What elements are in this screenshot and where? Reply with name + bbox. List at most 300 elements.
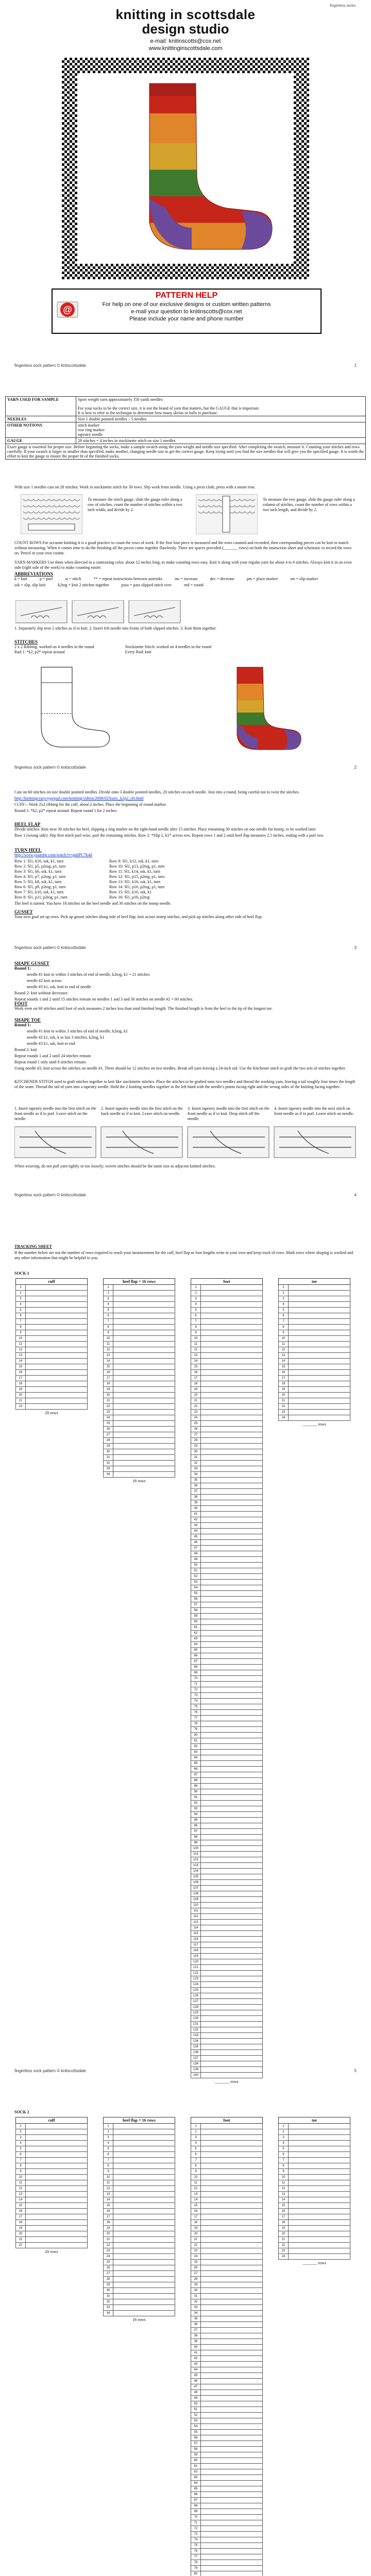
tracker-cell[interactable] (15, 2180, 88, 2186)
tracker-cell[interactable] (191, 2214, 263, 2220)
tracker-cell[interactable] (191, 1704, 263, 1710)
website-line[interactable]: www.knittinginscottsdale.com (148, 45, 223, 52)
tracker-cell[interactable] (15, 1319, 88, 1325)
tracker-cell[interactable] (191, 2192, 263, 2197)
tracker-cell[interactable] (191, 1846, 263, 1852)
tracker-cell[interactable] (278, 2203, 350, 2209)
tracker-cell[interactable] (191, 2560, 263, 2566)
tracker-cell[interactable] (191, 1874, 263, 1880)
tracker-cell[interactable] (103, 1330, 175, 1336)
tracker-cell[interactable] (191, 2475, 263, 2481)
tracker-cell[interactable] (191, 1444, 263, 1449)
tracker-cell[interactable] (191, 2390, 263, 2396)
tracker-cell[interactable] (191, 1971, 263, 1976)
tracker-cell[interactable] (191, 1540, 263, 1546)
tracker-cell[interactable] (191, 2294, 263, 2299)
tracker-cell[interactable] (191, 2537, 263, 2543)
tracker-cell[interactable] (191, 1608, 263, 1614)
tracker-cell[interactable] (191, 1387, 263, 1393)
tracker-cell[interactable] (191, 1546, 263, 1551)
tracker-cell[interactable] (278, 2243, 350, 2248)
tracker-cell[interactable] (103, 1398, 175, 1404)
tracker-cell[interactable] (103, 2231, 175, 2237)
tracker-cell[interactable] (191, 2379, 263, 2384)
tracker-cell[interactable] (191, 2039, 263, 2044)
tracker-cell[interactable] (103, 2271, 175, 2277)
tracker-cell[interactable] (191, 1982, 263, 1988)
tracker-cell[interactable] (191, 2362, 263, 2367)
tracker-cell[interactable] (191, 2458, 263, 2464)
tracker-cell[interactable] (15, 2231, 88, 2237)
tracker-cell[interactable] (15, 1336, 88, 1342)
tracker-cell[interactable] (103, 1308, 175, 1313)
tracker-cell[interactable] (191, 2271, 263, 2277)
tracker-cell[interactable] (15, 2220, 88, 2226)
tracker-cell[interactable] (278, 2192, 350, 2197)
tracker-cell[interactable] (15, 1313, 88, 1319)
tracker-cell[interactable] (191, 1370, 263, 1376)
tracker-cell[interactable] (191, 2430, 263, 2435)
tracker-cell[interactable] (191, 2554, 263, 2560)
tracker-cell[interactable] (191, 2549, 263, 2554)
tracker-cell[interactable] (103, 1370, 175, 1376)
tracker-cell[interactable] (278, 1319, 350, 1325)
tracker-cell[interactable] (15, 1370, 88, 1376)
tracker-cell[interactable] (278, 2248, 350, 2254)
tracker-cell[interactable] (191, 1631, 263, 1636)
tracker-cell[interactable] (191, 2322, 263, 2328)
tracker-cell[interactable] (103, 2288, 175, 2294)
tracker-cell[interactable] (191, 2311, 263, 2316)
tracker-cell[interactable] (191, 1489, 263, 1495)
tracker-cell[interactable] (191, 2016, 263, 2022)
tracker-cell[interactable] (191, 1716, 263, 1721)
tracker-cell[interactable] (191, 1614, 263, 1619)
tracker-cell[interactable] (15, 2214, 88, 2220)
tracker-cell[interactable] (15, 2124, 88, 2129)
tracker-cell[interactable] (191, 1886, 263, 1891)
tracker-cell[interactable] (103, 2220, 175, 2226)
tracker-cell[interactable] (278, 2237, 350, 2243)
tracker-cell[interactable] (191, 2532, 263, 2537)
tracker-cell[interactable] (278, 1313, 350, 1319)
tracker-cell[interactable] (191, 1914, 263, 1920)
tracker-cell[interactable] (103, 1381, 175, 1387)
tracker-cell[interactable] (15, 1347, 88, 1353)
tracker-cell[interactable] (191, 1438, 263, 1444)
tracker-cell[interactable] (191, 2158, 263, 2163)
tracker-cell[interactable] (103, 1461, 175, 1466)
tracker-cell[interactable] (103, 1449, 175, 1455)
tracker-cell[interactable] (191, 1727, 263, 1733)
tracker-cell[interactable] (278, 1410, 350, 1415)
tracker-cell[interactable] (278, 1353, 350, 1359)
tracker-cell[interactable] (103, 2124, 175, 2129)
tracker-cell[interactable] (103, 2214, 175, 2220)
tracker-cell[interactable] (15, 1302, 88, 1308)
tracker-cell[interactable] (191, 1461, 263, 1466)
tracker-cell[interactable] (103, 1427, 175, 1432)
tracker-cell[interactable] (191, 1920, 263, 1925)
tracker-cell[interactable] (191, 1812, 263, 1818)
tracker-cell[interactable] (15, 2141, 88, 2146)
tracker-cell[interactable] (191, 1648, 263, 1653)
tracker-cell[interactable] (278, 1325, 350, 1330)
tracker-cell[interactable] (191, 1415, 263, 1421)
tracker-cell[interactable] (103, 2163, 175, 2169)
tracker-cell[interactable] (103, 2311, 175, 2316)
tracker-cell[interactable] (15, 1353, 88, 1359)
tracker-cell[interactable] (191, 2254, 263, 2260)
tracker-cell[interactable] (103, 1444, 175, 1449)
tracker-cell[interactable] (191, 1336, 263, 1342)
tracker-cell[interactable] (191, 2328, 263, 2333)
tracker-cell[interactable] (278, 1308, 350, 1313)
tracker-cell[interactable] (191, 2033, 263, 2039)
tracker-cell[interactable] (191, 1574, 263, 1580)
tracker-cell[interactable] (191, 1710, 263, 1716)
tracker-cell[interactable] (191, 2469, 263, 2475)
tracker-cell[interactable] (103, 1342, 175, 1347)
tracker-cell[interactable] (191, 1699, 263, 1704)
tracker-cell[interactable] (191, 2339, 263, 2345)
tracker-cell[interactable] (191, 1478, 263, 1483)
tracker-cell[interactable] (278, 2180, 350, 2186)
tracker-cell[interactable] (103, 1313, 175, 1319)
tracker-cell[interactable] (15, 1342, 88, 1347)
tracker-cell[interactable] (278, 2163, 350, 2169)
tracker-cell[interactable] (191, 1795, 263, 1801)
tracker-cell[interactable] (191, 1789, 263, 1795)
tracker-cell[interactable] (191, 1398, 263, 1404)
tracker-cell[interactable] (278, 1381, 350, 1387)
tracker-cell[interactable] (191, 1296, 263, 1302)
tracker-cell[interactable] (191, 2135, 263, 2141)
tracker-cell[interactable] (191, 1512, 263, 1517)
tracker-cell[interactable] (191, 2526, 263, 2532)
tracker-cell[interactable] (15, 2186, 88, 2192)
tracker-cell[interactable] (191, 1670, 263, 1676)
tracker-cell[interactable] (278, 2175, 350, 2180)
tracker-cell[interactable] (278, 1415, 350, 1421)
tracker-cell[interactable] (191, 2056, 263, 2061)
tracker-cell[interactable] (103, 1325, 175, 1330)
tracker-cell[interactable] (15, 1393, 88, 1398)
tracker-cell[interactable] (191, 1381, 263, 1387)
tracker-cell[interactable] (278, 2220, 350, 2226)
tracker-cell[interactable] (103, 1466, 175, 1472)
tracker-cell[interactable] (15, 1308, 88, 1313)
tracker-cell[interactable] (103, 2299, 175, 2305)
tracker-cell[interactable] (191, 2373, 263, 2379)
tracker-cell[interactable] (191, 1744, 263, 1750)
tracker-cell[interactable] (103, 2254, 175, 2260)
tracker-cell[interactable] (191, 1835, 263, 1840)
tracker-cell[interactable] (191, 1597, 263, 1602)
tracker-cell[interactable] (103, 2209, 175, 2214)
tracker-cell[interactable] (278, 1387, 350, 1393)
tracker-cell[interactable] (191, 1806, 263, 1812)
tracker-cell[interactable] (191, 2509, 263, 2515)
tracker-cell[interactable] (191, 1642, 263, 1648)
tracker-cell[interactable] (103, 1455, 175, 1461)
tracker-cell[interactable] (191, 1568, 263, 1574)
tracker-cell[interactable] (103, 2305, 175, 2311)
tracker-cell[interactable] (191, 2345, 263, 2350)
tracker-cell[interactable] (191, 1421, 263, 1427)
tracker-cell[interactable] (191, 2010, 263, 2016)
tracker-cell[interactable] (191, 1393, 263, 1398)
tracker-cell[interactable] (103, 2180, 175, 2186)
tracker-cell[interactable] (103, 1359, 175, 1364)
tracker-cell[interactable] (191, 1517, 263, 1523)
tracker-cell[interactable] (278, 1359, 350, 1364)
tracker-cell[interactable] (191, 1948, 263, 1954)
tracker-cell[interactable] (191, 1472, 263, 1478)
tracker-cell[interactable] (103, 1376, 175, 1381)
tracker-cell[interactable] (103, 2169, 175, 2175)
tracker-cell[interactable] (15, 1387, 88, 1393)
tracker-cell[interactable] (191, 2005, 263, 2010)
tracker-cell[interactable] (191, 1602, 263, 1608)
tracker-cell[interactable] (191, 2571, 263, 2576)
tracker-cell[interactable] (15, 2146, 88, 2152)
tracker-cell[interactable] (191, 1778, 263, 1784)
tracker-cell[interactable] (278, 2226, 350, 2231)
tracker-cell[interactable] (191, 2498, 263, 2503)
tracker-cell[interactable] (191, 1302, 263, 1308)
tracker-cell[interactable] (15, 1330, 88, 1336)
tracker-cell[interactable] (191, 1993, 263, 1999)
tracker-cell[interactable] (15, 2237, 88, 2243)
tracker-cell[interactable] (191, 1942, 263, 1948)
tracker-cell[interactable] (15, 2197, 88, 2203)
tracker-cell[interactable] (191, 2027, 263, 2033)
tracker-cell[interactable] (15, 1359, 88, 1364)
tracker-cell[interactable] (278, 2129, 350, 2135)
tracker-cell[interactable] (191, 2424, 263, 2430)
tracker-cell[interactable] (103, 1285, 175, 1291)
tracker-cell[interactable] (191, 2447, 263, 2452)
tracker-cell[interactable] (278, 2146, 350, 2152)
tracker-cell[interactable] (15, 2209, 88, 2214)
tracker-cell[interactable] (15, 1285, 88, 1291)
tracker-cell[interactable] (191, 1455, 263, 1461)
tracker-cell[interactable] (278, 2209, 350, 2214)
tracker-cell[interactable] (191, 1954, 263, 1959)
tracker-cell[interactable] (278, 2197, 350, 2203)
tracker-cell[interactable] (191, 2237, 263, 2243)
tracker-cell[interactable] (15, 1404, 88, 1410)
tracker-cell[interactable] (191, 2350, 263, 2356)
tracker-cell[interactable] (191, 1761, 263, 1767)
tracker-cell[interactable] (278, 1393, 350, 1398)
tracker-cell[interactable] (191, 2220, 263, 2226)
tracker-cell[interactable] (191, 2407, 263, 2413)
tracker-cell[interactable] (103, 1319, 175, 1325)
tracker-cell[interactable] (191, 1585, 263, 1591)
tracker-cell[interactable] (15, 1376, 88, 1381)
tracker-cell[interactable] (191, 1869, 263, 1874)
tracker-cell[interactable] (191, 1852, 263, 1857)
tracker-cell[interactable] (278, 1336, 350, 1342)
tracker-cell[interactable] (191, 1359, 263, 1364)
tracker-cell[interactable] (191, 2129, 263, 2135)
tracker-cell[interactable] (191, 2073, 263, 2078)
turn-heel-video-link[interactable]: http://www.youtube.com/watch?v=gddPC7k4d (14, 853, 92, 857)
tracker-cell[interactable] (191, 1823, 263, 1829)
tracker-cell[interactable] (191, 1908, 263, 1914)
tracker-cell[interactable] (103, 2226, 175, 2231)
tracker-cell[interactable] (191, 2566, 263, 2571)
tracker-cell[interactable] (191, 1959, 263, 1965)
tracker-cell[interactable] (191, 1863, 263, 1869)
tracker-cell[interactable] (191, 1733, 263, 1738)
tracker-cell[interactable] (103, 2175, 175, 2180)
tracker-cell[interactable] (103, 2294, 175, 2299)
tracker-cell[interactable] (191, 1738, 263, 1744)
tracker-cell[interactable] (191, 2299, 263, 2305)
tracker-cell[interactable] (278, 2214, 350, 2220)
tracker-cell[interactable] (15, 2192, 88, 2197)
tracker-cell[interactable] (278, 2231, 350, 2237)
tracker-cell[interactable] (191, 1449, 263, 1455)
tracker-cell[interactable] (103, 1393, 175, 1398)
tracker-cell[interactable] (191, 2486, 263, 2492)
tracker-cell[interactable] (191, 1500, 263, 1506)
tracker-cell[interactable] (191, 1625, 263, 1631)
tracker-cell[interactable] (191, 1755, 263, 1761)
tracker-cell[interactable] (15, 1364, 88, 1370)
tracker-cell[interactable] (191, 1925, 263, 1931)
tracker-cell[interactable] (191, 2061, 263, 2067)
tracker-cell[interactable] (191, 1676, 263, 1682)
tracker-cell[interactable] (15, 2169, 88, 2175)
tracker-cell[interactable] (191, 2180, 263, 2186)
tracker-cell[interactable] (191, 1347, 263, 1353)
tracker-cell[interactable] (191, 2226, 263, 2231)
tracker-cell[interactable] (191, 1432, 263, 1438)
tracker-cell[interactable] (278, 2169, 350, 2175)
tracker-cell[interactable] (191, 2197, 263, 2203)
tracker-cell[interactable] (15, 2129, 88, 2135)
email-line[interactable]: e-mail: knitinscotts@cox.net (150, 38, 221, 44)
tracker-cell[interactable] (191, 2401, 263, 2407)
tracker-cell[interactable] (15, 2135, 88, 2141)
tracker-cell[interactable] (191, 1636, 263, 1642)
tracker-cell[interactable] (191, 2141, 263, 2146)
tracker-cell[interactable] (191, 2503, 263, 2509)
tracker-cell[interactable] (15, 2158, 88, 2163)
tracker-cell[interactable] (278, 2186, 350, 2192)
tracker-cell[interactable] (191, 1784, 263, 1789)
tracker-cell[interactable] (278, 1364, 350, 1370)
tracker-cell[interactable] (191, 1319, 263, 1325)
tracker-cell[interactable] (191, 2231, 263, 2237)
tracker-cell[interactable] (191, 2316, 263, 2322)
tracker-cell[interactable] (191, 2175, 263, 2180)
tracker-cell[interactable] (278, 2141, 350, 2146)
tracker-cell[interactable] (191, 1687, 263, 1693)
tracker-cell[interactable] (191, 1988, 263, 1993)
tracker-cell[interactable] (15, 1325, 88, 1330)
tracker-cell[interactable] (191, 2384, 263, 2390)
tracker-cell[interactable] (103, 2135, 175, 2141)
tracker-cell[interactable] (191, 2356, 263, 2362)
tracker-cell[interactable] (191, 2050, 263, 2056)
tracker-cell[interactable] (191, 2288, 263, 2294)
tracker-cell[interactable] (191, 1897, 263, 1903)
tracker-cell[interactable] (191, 1721, 263, 1727)
tracker-cell[interactable] (103, 2248, 175, 2254)
tracker-cell[interactable] (191, 1931, 263, 1937)
tracker-cell[interactable] (191, 1665, 263, 1670)
tracker-cell[interactable] (191, 1818, 263, 1823)
tracker-cell[interactable] (191, 2367, 263, 2373)
cuff-video-link[interactable]: http://knittingcrazy.typepad.com/knitting/videos/2008/02/basic_k2p2_rib.html (14, 796, 144, 801)
tracker-cell[interactable] (191, 1495, 263, 1500)
tracker-cell[interactable] (191, 1313, 263, 1319)
tracker-cell[interactable] (191, 1523, 263, 1529)
tracker-cell[interactable] (191, 2435, 263, 2441)
tracker-cell[interactable] (191, 2243, 263, 2248)
tracker-cell[interactable] (191, 1965, 263, 1971)
tracker-cell[interactable] (103, 2192, 175, 2197)
tracker-cell[interactable] (103, 2158, 175, 2163)
tracker-cell[interactable] (191, 2418, 263, 2424)
tracker-cell[interactable] (191, 2152, 263, 2158)
tracker-cell[interactable] (191, 1551, 263, 1557)
tracker-cell[interactable] (191, 1659, 263, 1665)
tracker-cell[interactable] (191, 1308, 263, 1313)
tracker-cell[interactable] (15, 1398, 88, 1404)
tracker-cell[interactable] (103, 1404, 175, 1410)
tracker-cell[interactable] (191, 1557, 263, 1563)
tracker-cell[interactable] (103, 1438, 175, 1444)
tracker-cell[interactable] (15, 2163, 88, 2169)
tracker-cell[interactable] (191, 2186, 263, 2192)
tracker-cell[interactable] (191, 1976, 263, 1982)
tracker-cell[interactable] (15, 2203, 88, 2209)
tracker-cell[interactable] (278, 1404, 350, 1410)
tracker-cell[interactable] (278, 1296, 350, 1302)
tracker-cell[interactable] (278, 1376, 350, 1381)
tracker-cell[interactable] (103, 1364, 175, 1370)
tracker-cell[interactable] (15, 2152, 88, 2158)
tracker-cell[interactable] (191, 2282, 263, 2288)
tracker-cell[interactable] (191, 1750, 263, 1755)
tracker-cell[interactable] (191, 2169, 263, 2175)
tracker-cell[interactable] (191, 1891, 263, 1897)
tracker-cell[interactable] (191, 1880, 263, 1886)
tracker-cell[interactable] (191, 2413, 263, 2418)
tracker-cell[interactable] (15, 2175, 88, 2180)
tracker-cell[interactable] (191, 1404, 263, 1410)
tracker-cell[interactable] (191, 1801, 263, 1806)
tracker-cell[interactable] (278, 1291, 350, 1296)
tracker-cell[interactable] (103, 2152, 175, 2158)
tracker-cell[interactable] (103, 1421, 175, 1427)
tracker-cell[interactable] (191, 1682, 263, 1687)
tracker-cell[interactable] (103, 1353, 175, 1359)
tracker-cell[interactable] (278, 1398, 350, 1404)
tracker-cell[interactable] (103, 1347, 175, 1353)
tracker-cell[interactable] (191, 2044, 263, 2050)
tracker-cell[interactable] (278, 2152, 350, 2158)
tracker-cell[interactable] (191, 1529, 263, 1534)
tracker-cell[interactable] (191, 2209, 263, 2214)
tracker-cell[interactable] (103, 1472, 175, 1478)
